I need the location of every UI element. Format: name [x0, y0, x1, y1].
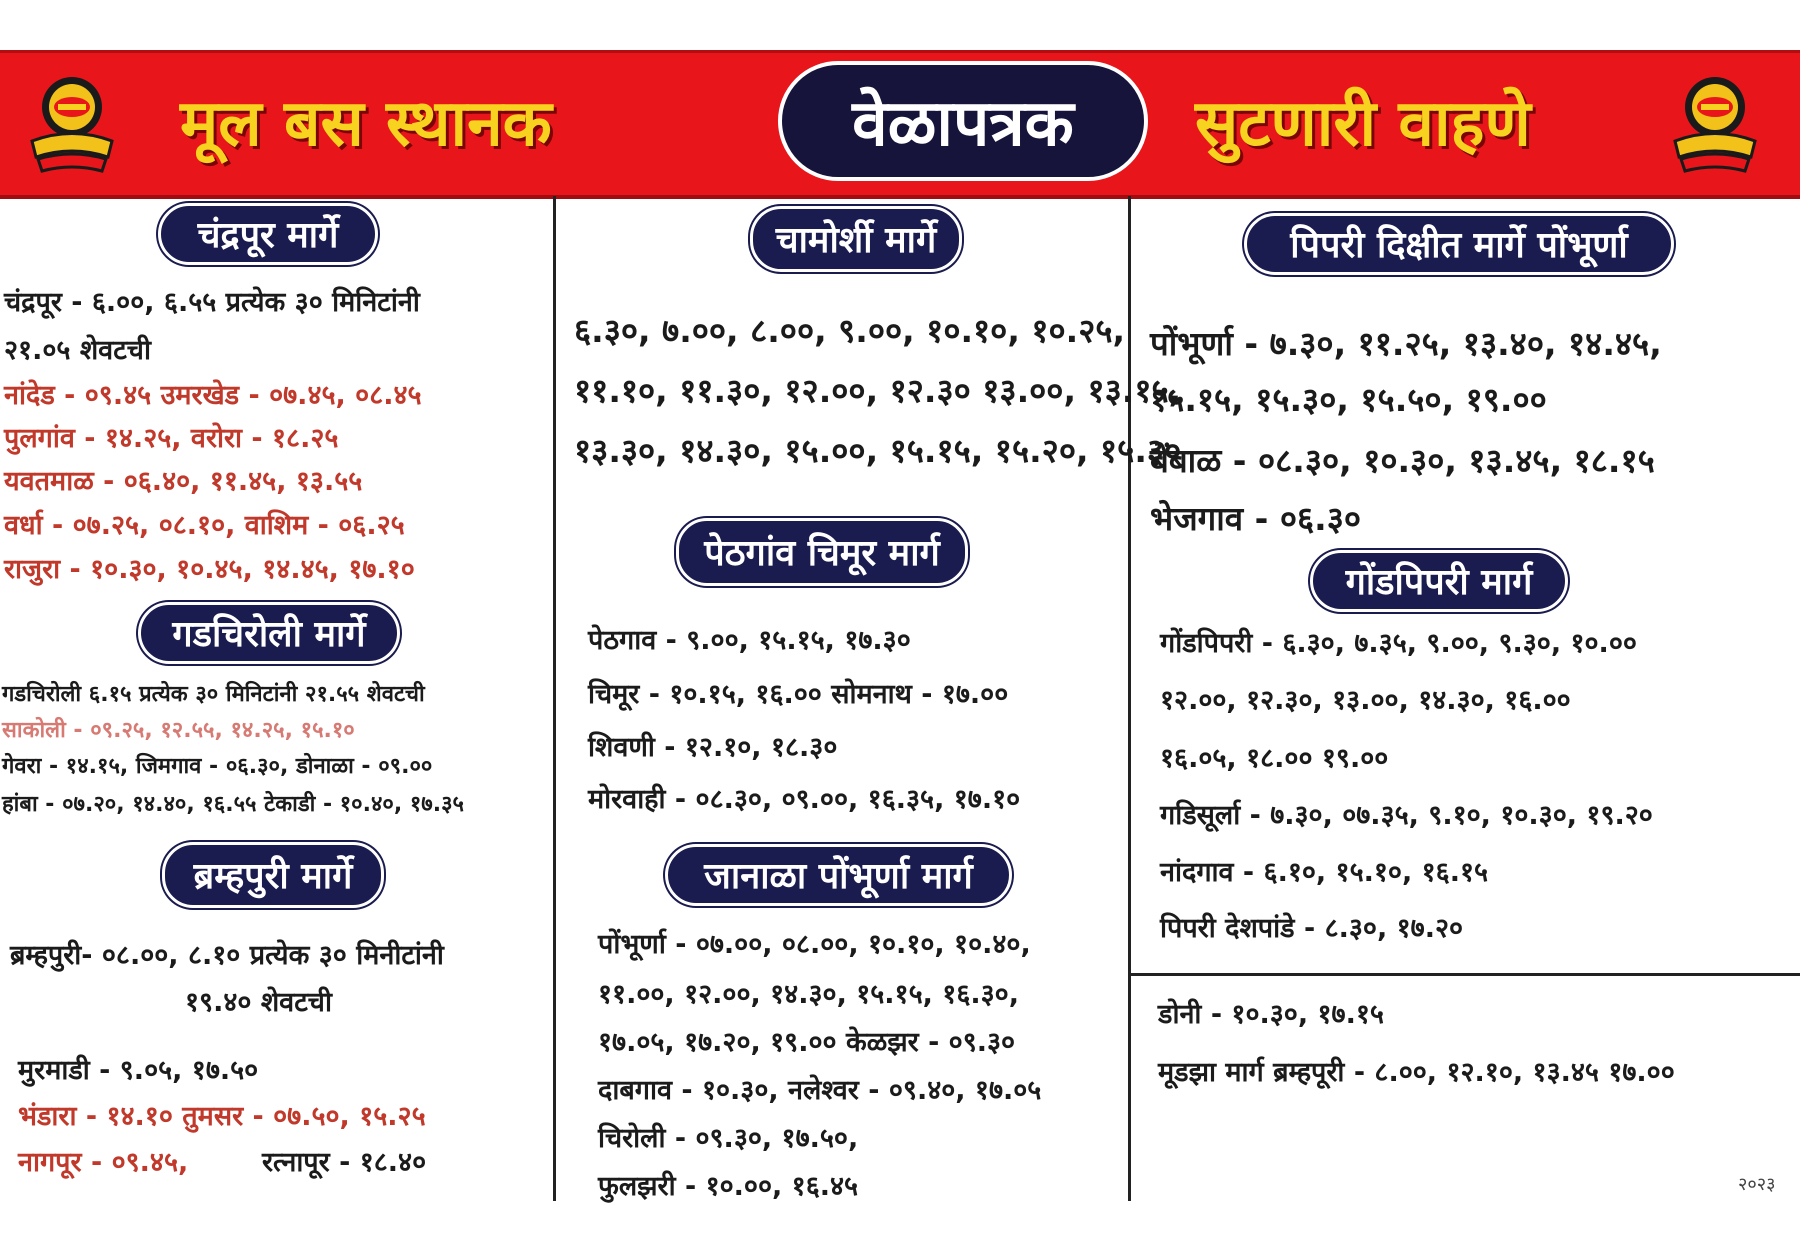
section-divider — [1128, 973, 1800, 976]
departures-title: सुटणारी वाहणे — [1195, 87, 1531, 161]
schedule-line: फुलझरी - १०.००, १६.४५ — [598, 1171, 859, 1202]
schedule-line: पेठगाव - ९.००, १५.१५, १७.३० — [588, 625, 911, 656]
section-heading: चंद्रपूर मार्गे — [158, 203, 378, 265]
schedule-line: पोंभूर्णा - ७.३०, ११.२५, १३.४०, १४.४५, — [1150, 324, 1662, 363]
msrtc-logo-icon — [22, 71, 122, 175]
schedule-line: साकोली - ०९.२५, १२.५५, १४.२५, १५.१० — [2, 718, 355, 743]
section-heading: गोंडपिपरी मार्ग — [1310, 550, 1568, 612]
schedule-line: १२.००, १२.३०, १३.००, १४.३०, १६.०० — [1160, 685, 1571, 716]
schedule-line: डोनी - १०.३०, १७.१५ — [1158, 999, 1384, 1030]
schedule-line: १९.४० शेवटची — [185, 987, 332, 1018]
schedule-line: १६.०५, १८.०० १९.०० — [1160, 743, 1389, 774]
schedule-line: गेवरा - १४.१५, जिमगाव - ०६.३०, डोनाळा - ०९.०० — [2, 754, 433, 779]
column-divider — [553, 196, 556, 1201]
schedule-line: १५.१५, १५.३०, १५.५०, १९.०० — [1150, 380, 1547, 419]
schedule-line: दाबगाव - १०.३०, नलेश्वर - ०९.४०, १७.०५ — [598, 1075, 1042, 1106]
section-heading: पिपरी दिक्षीत मार्गे पोंभूर्णा — [1244, 213, 1674, 275]
schedule-line: २१.०५ शेवटची — [4, 335, 151, 366]
schedule-line: ११.१०, ११.३०, १२.००, १२.३० १३.००, १३.१५, — [574, 371, 1182, 410]
timetable-title: वेळापत्रक — [778, 61, 1148, 181]
schedule-line: पिपरी देशपांडे - ८.३०, १७.२० — [1160, 913, 1464, 944]
schedule-line: मुरमाडी - ९.०५, १७.५० — [18, 1055, 259, 1086]
schedule-line: ६.३०, ७.००, ८.००, ९.००, १०.१०, १०.२५, — [574, 311, 1126, 350]
schedule-line: हांबा - ०७.२०, १४.४०, १६.५५ टेकाडी - १०.४०, १७.३५ — [2, 792, 464, 817]
schedule-line: शिवणी - १२.१०, १८.३० — [588, 732, 838, 763]
schedule-line: नागपूर - ०९.४५, — [18, 1147, 189, 1178]
schedule-line: यवतमाळ - ०६.४०, ११.४५, १३.५५ — [4, 466, 363, 497]
schedule-line: पोंभूर्णा - ०७.००, ०८.००, १०.१०, १०.४०, — [598, 929, 1031, 960]
schedule-line: गडिसूर्ला - ७.३०, ०७.३५, ९.१०, १०.३०, १९.२० — [1160, 800, 1653, 831]
schedule-line: चंद्रपूर - ६.००, ६.५५ प्रत्येक ३० मिनिटांनी — [4, 287, 420, 318]
schedule-line: ब्रम्हपुरी- ०८.००, ८.१० प्रत्येक ३० मिनीटांनी — [10, 940, 444, 971]
schedule-line: नांदगाव - ६.१०, १५.१०, १६.१५ — [1160, 857, 1489, 888]
schedule-line: बेंबाळ - ०८.३०, १०.३०, १३.४५, १८.१५ — [1150, 441, 1655, 480]
schedule-line: नांदेड - ०९.४५ उमरखेड - ०७.४५, ०८.४५ — [4, 380, 422, 411]
section-heading: चामोर्शी मार्गे — [750, 206, 962, 272]
schedule-line: १३.३०, १४.३०, १५.००, १५.१५, १५.२०, १५.३० — [574, 431, 1182, 470]
schedule-line: भेजगाव - ०६.३० — [1150, 499, 1362, 538]
section-heading: गडचिरोली मार्गे — [138, 602, 400, 664]
column-divider — [1128, 196, 1131, 1201]
schedule-line: गोंडपिपरी - ६.३०, ७.३५, ९.००, ९.३०, १०.०० — [1160, 628, 1637, 659]
schedule-line: मोरवाही - ०८.३०, ०९.००, १६.३५, १७.१० — [588, 784, 1021, 815]
header-banner — [0, 50, 1800, 199]
station-title: मूल बस स्थानक — [180, 87, 552, 161]
msrtc-logo-icon — [1665, 71, 1765, 175]
section-heading: ब्रम्हपुरी मार्गे — [162, 842, 384, 908]
schedule-line: १७.०५, १७.२०, १९.०० केळझर - ०९.३० — [598, 1027, 1016, 1058]
schedule-line: ११.००, १२.००, १४.३०, १५.१५, १६.३०, — [598, 979, 1019, 1010]
schedule-line: पुलगांव - १४.२५, वरोरा - १८.२५ — [4, 423, 339, 454]
year-mark: २०२३ — [1738, 1174, 1776, 1195]
schedule-line: मूडझा मार्ग ब्रम्हपूरी - ८.००, १२.१०, १३.४५ १७.०० — [1158, 1057, 1675, 1088]
schedule-line: चिमूर - १०.१५, १६.०० सोमनाथ - १७.०० — [588, 679, 1009, 710]
schedule-line: गडचिरोली ६.१५ प्रत्येक ३० मिनिटांनी २१.५५ शेवटची — [2, 682, 425, 707]
schedule-line: चिरोली - ०९.३०, १७.५०, — [598, 1123, 859, 1154]
schedule-line: वर्धा - ०७.२५, ०८.१०, वाशिम - ०६.२५ — [4, 510, 405, 541]
section-heading: पेठगांव चिमूर मार्ग — [676, 518, 968, 586]
schedule-line: राजुरा - १०.३०, १०.४५, १४.४५, १७.१० — [4, 554, 415, 585]
schedule-line: भंडारा - १४.१० तुमसर - ०७.५०, १५.२५ — [18, 1101, 426, 1132]
section-heading: जानाळा पोंभूर्णा मार्ग — [665, 844, 1012, 906]
schedule-line: रत्नापूर - १८.४० — [262, 1147, 427, 1178]
